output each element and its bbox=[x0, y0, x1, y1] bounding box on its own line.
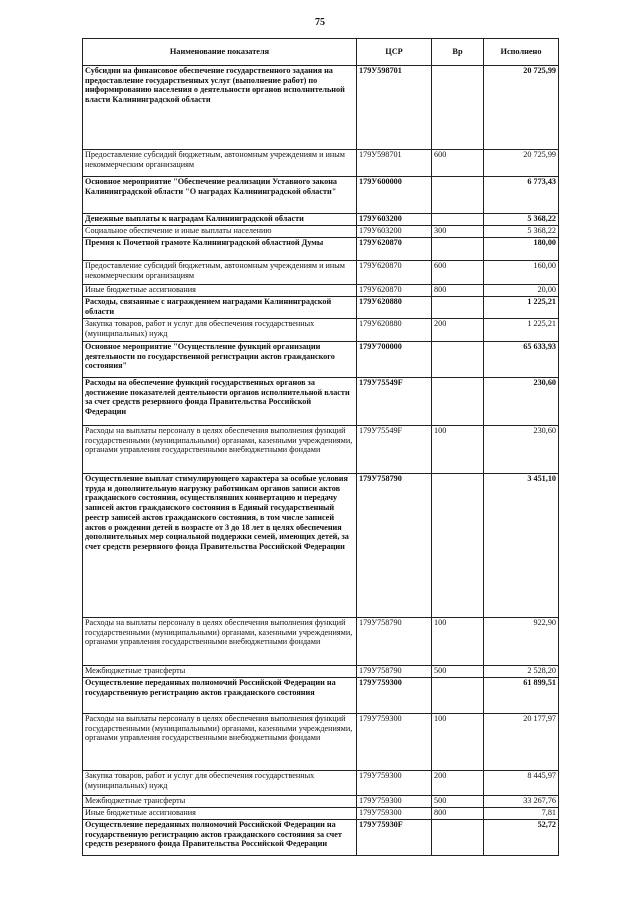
row-csr-cell: 179У759300 bbox=[357, 796, 432, 808]
row-sum-cell: 33 267,76 bbox=[484, 796, 559, 808]
budget-execution-table bbox=[82, 38, 559, 856]
row-sum-cell: 20,00 bbox=[484, 285, 559, 297]
row-sum-cell: 7,81 bbox=[484, 808, 559, 820]
row-name-cell: Осуществление выплат стимулирующего характера за особые условия труда и дополнительную нагрузку работникам органов записи актов гражданского состояния, осуществлявших конвертацию и передачу записей актов гражданского состояния в Единый государственный реестр записей актов гражданского состояния, в том числе записей актов о рождении детей в возрасте от 3 до 18 лет в целях обеспечения дополнительных мер социальной поддержки семей, имеющих детей, за счет средств резервного фонда Правительства Российской Федерации bbox=[83, 474, 357, 618]
row-vr-cell bbox=[432, 238, 484, 261]
row-name-cell: Межбюджетные трансферты bbox=[83, 796, 357, 808]
row-sum-cell: 20 725,99 bbox=[484, 150, 559, 177]
row-vr-cell bbox=[432, 177, 484, 214]
row-csr-cell: 179У75549F bbox=[357, 378, 432, 426]
row-name-cell: Основное мероприятие "Обеспечение реализации Уставного закона Калининградской области "О наградах Калининградской области" bbox=[83, 177, 357, 214]
row-sum-cell: 230,60 bbox=[484, 378, 559, 426]
row-vr-cell: 600 bbox=[432, 150, 484, 177]
table-row bbox=[83, 714, 559, 771]
row-sum-cell: 180,00 bbox=[484, 238, 559, 261]
row-sum-cell: 20 177,97 bbox=[484, 714, 559, 771]
row-sum-cell: 20 725,99 bbox=[484, 66, 559, 150]
row-sum-cell: 3 451,10 bbox=[484, 474, 559, 618]
row-vr-cell bbox=[432, 297, 484, 319]
row-csr-cell: 179У620880 bbox=[357, 319, 432, 342]
table-row bbox=[83, 177, 559, 214]
row-vr-cell bbox=[432, 342, 484, 378]
row-vr-cell bbox=[432, 474, 484, 618]
row-vr-cell: 800 bbox=[432, 808, 484, 820]
row-csr-cell: 179У759300 bbox=[357, 771, 432, 796]
row-name-cell: Социальное обеспечение и иные выплаты населению bbox=[83, 226, 357, 238]
table-row bbox=[83, 342, 559, 378]
table-row bbox=[83, 666, 559, 678]
row-name-cell: Расходы на обеспечение функций государственных органов за достижение показателей деятельности органов исполнительной власти за счет средств резервного фонда Правительства Российской Федерации bbox=[83, 378, 357, 426]
row-vr-cell: 200 bbox=[432, 771, 484, 796]
row-name-cell: Премия к Почетной грамоте Калининградской областной Думы bbox=[83, 238, 357, 261]
row-sum-cell: 6 773,43 bbox=[484, 177, 559, 214]
row-sum-cell: 922,90 bbox=[484, 618, 559, 666]
row-csr-cell: 179У598701 bbox=[357, 150, 432, 177]
row-name-cell: Расходы на выплаты персоналу в целях обеспечения выполнения функций государственными (муниципальными) органами, казенными учреждениями, органами управления государственными внебюджетными фондами bbox=[83, 426, 357, 474]
table-row bbox=[83, 474, 559, 618]
row-vr-cell: 600 bbox=[432, 261, 484, 285]
table-row bbox=[83, 66, 559, 150]
header-csr: ЦСР bbox=[357, 39, 432, 66]
row-name-cell: Основное мероприятие "Осуществление функций организации деятельности по государственной регистрации актов гражданского состояния" bbox=[83, 342, 357, 378]
row-csr-cell: 179У759300 bbox=[357, 678, 432, 714]
page-number: 75 bbox=[315, 17, 325, 28]
row-sum-cell: 160,00 bbox=[484, 261, 559, 285]
header-sum: Исполнено bbox=[484, 39, 559, 66]
row-name-cell: Закупка товаров, работ и услуг для обеспечения государственных (муниципальных) нужд bbox=[83, 771, 357, 796]
header-name: Наименование показателя bbox=[83, 39, 357, 66]
row-name-cell: Иные бюджетные ассигнования bbox=[83, 808, 357, 820]
row-csr-cell: 179У700000 bbox=[357, 342, 432, 378]
row-name-cell: Межбюджетные трансферты bbox=[83, 666, 357, 678]
row-sum-cell: 65 633,93 bbox=[484, 342, 559, 378]
table-row bbox=[83, 238, 559, 261]
row-vr-cell bbox=[432, 378, 484, 426]
row-name-cell: Закупка товаров, работ и услуг для обеспечения государственных (муниципальных) нужд bbox=[83, 319, 357, 342]
table-row bbox=[83, 261, 559, 285]
row-sum-cell: 1 225,21 bbox=[484, 297, 559, 319]
row-csr-cell: 179У620870 bbox=[357, 261, 432, 285]
row-sum-cell: 61 899,51 bbox=[484, 678, 559, 714]
row-vr-cell: 100 bbox=[432, 714, 484, 771]
table-row bbox=[83, 319, 559, 342]
table-row bbox=[83, 285, 559, 297]
row-csr-cell: 179У758790 bbox=[357, 474, 432, 618]
row-csr-cell: 179У759300 bbox=[357, 714, 432, 771]
row-sum-cell: 1 225,21 bbox=[484, 319, 559, 342]
row-csr-cell: 179У620870 bbox=[357, 238, 432, 261]
row-sum-cell: 230,60 bbox=[484, 426, 559, 474]
table-row bbox=[83, 297, 559, 319]
row-csr-cell: 179У600000 bbox=[357, 177, 432, 214]
table-row bbox=[83, 378, 559, 426]
row-sum-cell: 5 368,22 bbox=[484, 226, 559, 238]
row-csr-cell: 179У75549F bbox=[357, 426, 432, 474]
row-csr-cell: 179У758790 bbox=[357, 618, 432, 666]
table-header-row bbox=[83, 39, 559, 66]
row-csr-cell: 179У603200 bbox=[357, 214, 432, 226]
row-csr-cell: 179У758790 bbox=[357, 666, 432, 678]
table-row bbox=[83, 808, 559, 820]
row-vr-cell: 100 bbox=[432, 426, 484, 474]
row-csr-cell: 179У620870 bbox=[357, 285, 432, 297]
row-name-cell: Денежные выплаты к наградам Калининградской области bbox=[83, 214, 357, 226]
table-row bbox=[83, 226, 559, 238]
table-row bbox=[83, 796, 559, 808]
row-vr-cell: 800 bbox=[432, 285, 484, 297]
row-name-cell: Предоставление субсидий бюджетным, автономным учреждениям и иным некоммерческим организациям bbox=[83, 261, 357, 285]
table-row bbox=[83, 618, 559, 666]
table-row bbox=[83, 150, 559, 177]
row-vr-cell: 300 bbox=[432, 226, 484, 238]
table-row bbox=[83, 771, 559, 796]
table-row bbox=[83, 214, 559, 226]
row-csr-cell: 179У75930F bbox=[357, 820, 432, 856]
row-vr-cell: 100 bbox=[432, 618, 484, 666]
row-name-cell: Осуществление переданных полномочий Российской Федерации на государственную регистрацию актов гражданского состояния за счет средств резервного фонда Правительства Российской Федерации bbox=[83, 820, 357, 856]
row-sum-cell: 5 368,22 bbox=[484, 214, 559, 226]
row-vr-cell: 200 bbox=[432, 319, 484, 342]
row-csr-cell: 179У598701 bbox=[357, 66, 432, 150]
row-sum-cell: 8 445,97 bbox=[484, 771, 559, 796]
row-name-cell: Иные бюджетные ассигнования bbox=[83, 285, 357, 297]
row-vr-cell bbox=[432, 820, 484, 856]
header-vr: Вр bbox=[432, 39, 484, 66]
row-vr-cell bbox=[432, 214, 484, 226]
row-name-cell: Расходы на выплаты персоналу в целях обеспечения выполнения функций государственными (муниципальными) органами, казенными учреждениями, органами управления государственными внебюджетными фондами bbox=[83, 618, 357, 666]
table-row bbox=[83, 426, 559, 474]
row-name-cell: Субсидии на финансовое обеспечение государственного задания на предоставление государственных услуг (выполнение работ) по информированию населения о деятельности органов исполнительной власти Калининградской области bbox=[83, 66, 357, 150]
table-row bbox=[83, 678, 559, 714]
row-name-cell: Расходы, связанные с награждением наградами Калининградской области bbox=[83, 297, 357, 319]
row-csr-cell: 179У603200 bbox=[357, 226, 432, 238]
row-vr-cell bbox=[432, 678, 484, 714]
row-name-cell: Предоставление субсидий бюджетным, автономным учреждениям и иным некоммерческим организациям bbox=[83, 150, 357, 177]
table-row bbox=[83, 820, 559, 856]
row-sum-cell: 2 528,20 bbox=[484, 666, 559, 678]
row-vr-cell bbox=[432, 66, 484, 150]
row-csr-cell: 179У620880 bbox=[357, 297, 432, 319]
row-csr-cell: 179У759300 bbox=[357, 808, 432, 820]
row-name-cell: Осуществление переданных полномочий Российской Федерации на государственную регистрацию актов гражданского состояния bbox=[83, 678, 357, 714]
row-name-cell: Расходы на выплаты персоналу в целях обеспечения выполнения функций государственными (муниципальными) органами, казенными учреждениями, органами управления государственными внебюджетными фондами bbox=[83, 714, 357, 771]
row-vr-cell: 500 bbox=[432, 796, 484, 808]
row-vr-cell: 500 bbox=[432, 666, 484, 678]
row-sum-cell: 52,72 bbox=[484, 820, 559, 856]
